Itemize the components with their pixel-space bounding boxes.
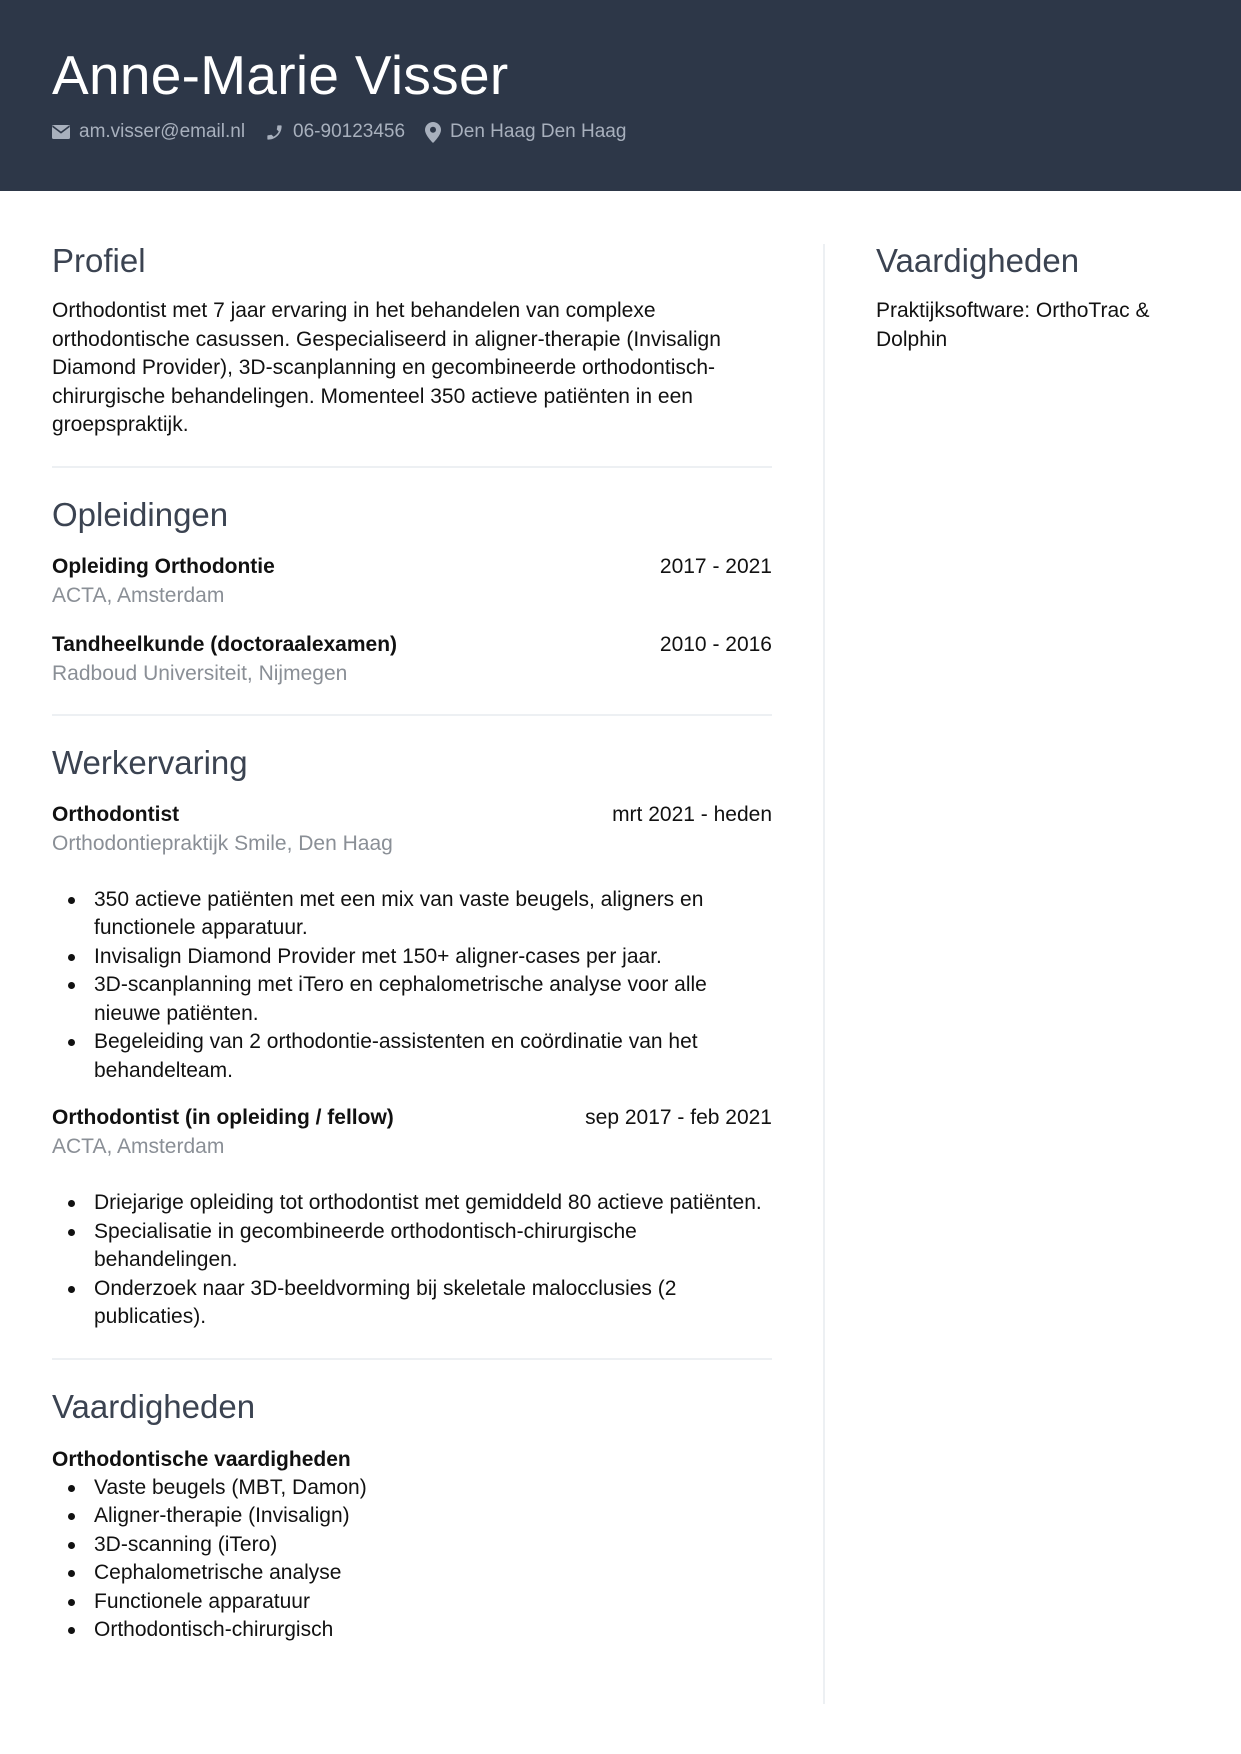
- experience-entry: [52, 1103, 772, 1332]
- resume-header: [0, 0, 1241, 191]
- email-text[interactable]: am.visser@email.nl: [79, 121, 246, 142]
- education-dates: 2010 - 2016: [659, 632, 772, 656]
- skills-category: Orthodontische vaardigheden: [52, 1447, 351, 1471]
- job-title: Orthodontist: [52, 802, 180, 826]
- list-item: Orthodontisch-chirurgisch: [52, 1616, 772, 1645]
- section-divider: [52, 466, 772, 468]
- side-column: [876, 240, 1196, 354]
- skills-section: [52, 1386, 772, 1645]
- job-dates: mrt 2021 - heden: [612, 802, 772, 826]
- profile-heading: Profiel: [52, 242, 146, 279]
- contact-location: [425, 121, 626, 143]
- job-employer: ACTA, Amsterdam: [52, 1135, 225, 1158]
- list-item: 3D-scanplanning met iTero en cephalometrische analyse voor alle nieuwe patiënten.: [52, 971, 772, 1028]
- list-item: Invisalign Diamond Provider met 150+ aligner-cases per jaar.: [52, 943, 772, 972]
- phone-text[interactable]: 06-90123456: [293, 121, 406, 142]
- list-item: 350 actieve patiënten met een mix van vaste beugels, aligners en functionele apparatuur.: [52, 886, 772, 943]
- location-text: Den Haag Den Haag: [450, 121, 627, 142]
- education-institution: Radboud Universiteit, Nijmegen: [52, 661, 348, 685]
- profile-section: [52, 240, 772, 440]
- skills-heading: Vaardigheden: [52, 1387, 256, 1425]
- education-entry: [52, 552, 772, 610]
- list-item: Begeleiding van 2 orthodontie-assistenten en coördinatie van het behandelteam.: [52, 1028, 772, 1085]
- job-employer: Orthodontiepraktijk Smile, Den Haag: [52, 831, 393, 855]
- contact-phone: [265, 121, 405, 143]
- job-bullets: [52, 1189, 772, 1332]
- education-heading: Opleidingen: [52, 495, 229, 533]
- education-section: [52, 494, 772, 688]
- job-dates: sep 2017 - feb 2021: [585, 1106, 772, 1129]
- list-item: Specialisatie in gecombineerde orthodontisch-chirurgische behandelingen.: [52, 1218, 772, 1275]
- education-title: Tandheelkunde (doctoraalexamen): [52, 632, 398, 656]
- job-bullets: [52, 886, 772, 1086]
- list-item: Cephalometrische analyse: [52, 1559, 772, 1588]
- list-item: Driejarige opleiding tot orthodontist met gemiddeld 80 actieve patiënten.: [52, 1189, 772, 1218]
- map-pin-icon: [425, 122, 441, 143]
- list-item: 3D-scanning (iTero): [52, 1531, 772, 1560]
- education-title: Opleiding Orthodontie: [52, 554, 275, 578]
- list-item: Vaste beugels (MBT, Damon): [52, 1474, 772, 1503]
- sidebar-skills-text: Praktijksoftware: OrthoTrac & Dolphin: [876, 299, 1150, 351]
- contact-email: [52, 121, 245, 143]
- job-title: Orthodontist (in opleiding / fellow): [52, 1106, 394, 1129]
- skills-list: [52, 1474, 772, 1645]
- contact-info: [52, 121, 646, 143]
- list-item: Onderzoek naar 3D-beeldvorming bij skeletale malocclusies (2 publicaties).: [52, 1275, 772, 1332]
- list-item: Aligner-therapie (Invisalign): [52, 1502, 772, 1531]
- education-institution: ACTA, Amsterdam: [52, 583, 225, 607]
- experience-heading: Werkervaring: [52, 743, 248, 781]
- envelope-icon: [52, 125, 70, 139]
- education-dates: 2017 - 2021: [659, 554, 772, 578]
- column-divider: [823, 244, 825, 1704]
- section-divider: [52, 714, 772, 716]
- experience-section: [52, 742, 772, 1332]
- education-entry: [52, 630, 772, 688]
- section-divider: [52, 1358, 772, 1360]
- list-item: Functionele apparatuur: [52, 1588, 772, 1617]
- experience-entry: [52, 800, 772, 1086]
- phone-icon: [265, 123, 284, 142]
- profile-text: Orthodontist met 7 jaar ervaring in het behandelen van complexe orthodontische casussen. Gespecialiseerd in aligner-therapie (Invisalign Diamond Provider), 3D-scanplanning en gecombineerde orthodontisch-chirurgische behandelingen. Momenteel 350 actieve patiënten in een groepspraktijk.: [52, 299, 721, 436]
- main-column: [52, 240, 772, 1645]
- candidate-name: Anne-Marie Visser: [52, 44, 509, 106]
- sidebar-skills-heading: Vaardigheden: [876, 242, 1080, 279]
